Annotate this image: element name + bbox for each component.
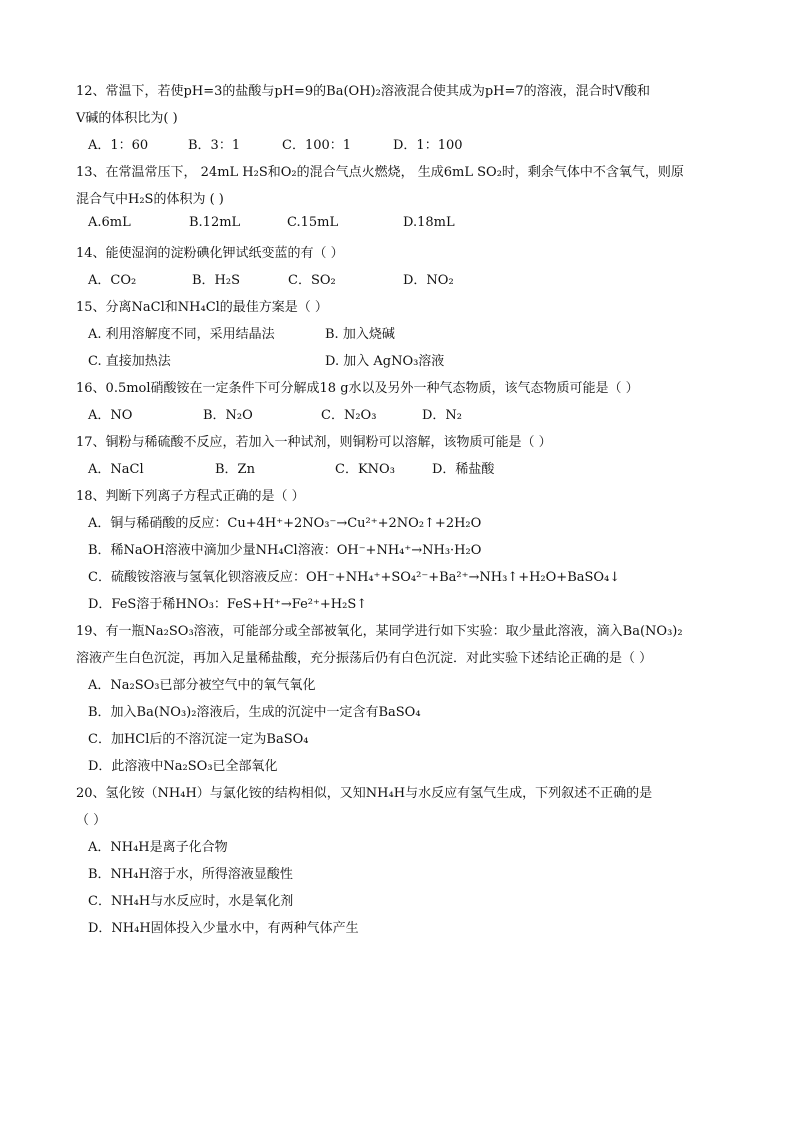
q19-option-c: C．加HCl后的不溶沉淀一定为BaSO₄ <box>88 732 309 747</box>
q20-option-c: C．NH₄H与水反应时，水是氧化剂 <box>88 894 294 909</box>
q15-option-c: C. 直接加热法 <box>88 354 171 369</box>
q14-stem: 14、能使湿润的淀粉碘化钾试纸变蓝的有（ ） <box>76 246 344 261</box>
q12-option-a: A．1：60 <box>88 138 149 153</box>
q19-stem-line-2: 溶液产生白色沉淀，再加入足量稀盐酸，充分振荡后仍有白色沉淀．对此实验下述结论正确的是（ ） <box>76 651 653 666</box>
q17-stem: 17、铜粉与稀硫酸不反应，若加入一种试剂，则铜粉可以溶解，该物质可能是（ ） <box>76 435 552 450</box>
q13-stem-line-2: 混合气中H₂S的体积为 ( ) <box>76 192 224 207</box>
q16-option-c: C．N₂O₃ <box>321 408 377 423</box>
q15-stem: 15、分离NaCl和NH₄Cl的最佳方案是（ ） <box>76 300 328 315</box>
q19-option-a: A．Na₂SO₃已部分被空气中的氧气氧化 <box>88 678 316 693</box>
q13-stem-line-1: 13、在常温常压下， 24mL H₂S和O₂的混合气点火燃烧， 生成6mL SO₂时，剩余气体中不含氧气，则原 <box>76 165 684 180</box>
q17-option-a: A．NaCl <box>88 462 144 477</box>
q16-option-d: D．N₂ <box>422 408 463 423</box>
q15-option-d: D. 加入 AgNO₃溶液 <box>325 354 445 369</box>
q15-option-b: B. 加入烧碱 <box>325 327 395 342</box>
q20-option-d: D．NH₄H固体投入少量水中，有两种气体产生 <box>88 921 359 936</box>
q20-stem-line-1: 20、氢化铵（NH₄H）与氯化铵的结构相似，又知NH₄H与水反应有氢气生成，下列叙述不正确的是 <box>76 786 653 801</box>
q13-option-b: B.12mL <box>189 215 241 230</box>
q20-option-b: B．NH₄H溶于水，所得溶液显酸性 <box>88 867 293 882</box>
q18-option-d: D．FeS溶于稀HNO₃：FeS+H⁺→Fe²⁺+H₂S↑ <box>88 597 368 612</box>
q13-option-a: A.6mL <box>88 215 131 230</box>
q14-option-c: C．SO₂ <box>288 273 336 288</box>
q19-option-b: B．加入Ba(NO₃)₂溶液后，生成的沉淀中一定含有BaSO₄ <box>88 705 421 720</box>
q18-option-a: A．铜与稀硝酸的反应：Cu+4H⁺+2NO₃⁻→Cu²⁺+2NO₂↑+2H₂O <box>88 516 482 531</box>
q17-option-b: B．Zn <box>215 462 255 477</box>
q19-stem-line-1: 19、有一瓶Na₂SO₃溶液，可能部分或全部被氧化，某同学进行如下实验：取少量此溶液，滴入Ba(NO₃)₂ <box>76 624 683 639</box>
q14-option-a: A．CO₂ <box>88 273 137 288</box>
q18-option-c: C．硫酸铵溶液与氢氧化钡溶液反应：OH⁻+NH₄⁺+SO₄²⁻+Ba²⁺→NH₃↑+H₂O+BaSO₄↓ <box>88 570 621 585</box>
q12-option-d: D．1：100 <box>393 138 463 153</box>
q12-stem-line-1: 12、常温下，若使pH=3的盐酸与pH=9的Ba(OH)₂溶液混合使其成为pH=7的溶液，混合时V酸和 <box>76 84 651 99</box>
q16-stem: 16、0.5mol硝酸铵在一定条件下可分解成18 g水以及另外一种气态物质，该气态物质可能是（ ） <box>76 381 639 396</box>
q20-option-a: A．NH₄H是离子化合物 <box>88 840 228 855</box>
q17-option-c: C．KNO₃ <box>335 462 395 477</box>
q12-stem-line-2: V碱的体积比为( ) <box>76 111 178 126</box>
q16-option-b: B．N₂O <box>203 408 253 423</box>
q20-stem-line-2: （ ） <box>76 813 107 828</box>
q14-option-b: B．H₂S <box>192 273 241 288</box>
q12-option-b: B．3：1 <box>188 138 241 153</box>
q14-option-d: D．NO₂ <box>403 273 454 288</box>
q12-option-c: C．100：1 <box>282 138 352 153</box>
q18-stem: 18、判断下列离子方程式正确的是（ ） <box>76 489 305 504</box>
q19-option-d: D．此溶液中Na₂SO₃已全部氧化 <box>88 759 278 774</box>
q18-option-b: B．稀NaOH溶液中滴加少量NH₄Cl溶液：OH⁻+NH₄⁺→NH₃·H₂O <box>88 543 482 558</box>
q16-option-a: A．NO <box>88 408 133 423</box>
q15-option-a: A. 利用溶解度不同，采用结晶法 <box>88 327 275 342</box>
q13-option-c: C.15mL <box>287 215 339 230</box>
q13-option-d: D.18mL <box>403 215 455 230</box>
q17-option-d: D．稀盐酸 <box>432 462 495 477</box>
